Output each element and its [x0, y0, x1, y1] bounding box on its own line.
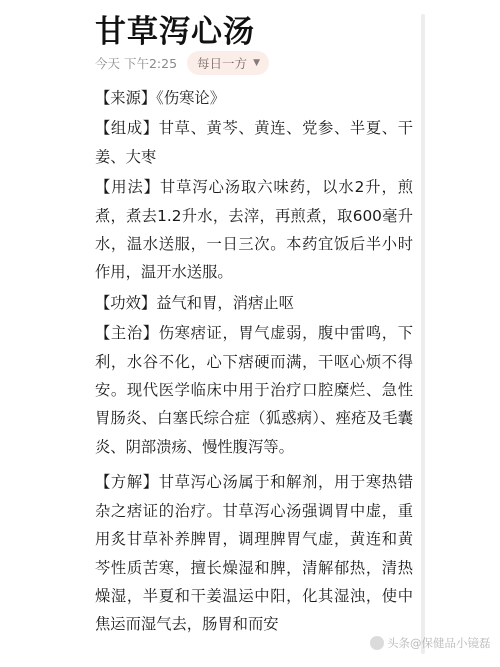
- watermark-logo-icon: [370, 636, 384, 650]
- note-body[interactable]: [95, 84, 413, 641]
- note-title[interactable]: 甘草泻心汤: [95, 14, 255, 50]
- note-meta: [95, 50, 269, 76]
- paragraph-source: 【来源】《伤寒论》: [95, 89, 226, 107]
- watermark: [370, 628, 491, 658]
- paragraph-explanation: 【方解】甘草泻心汤属于和解剂，用于寒热错杂之痞证的治疗。甘草泻心汤强调胃中虚，重用炙甘草补养脾胃，调理脾胃气虚，黄连和黄芩性质苦寒，擅长燥湿和脾，清解郁热，清热燥湿，半夏和干姜温运中阳，化其湿浊，使中焦运而湿气去，肠胃和而安: [95, 473, 413, 634]
- paragraph-effect: 【功效】益气和胃，消痞止呕: [95, 293, 294, 312]
- scrollbar[interactable]: [421, 14, 425, 654]
- note-timestamp: 今天 下午2:25: [95, 56, 178, 71]
- caret-down-icon: ▼: [253, 58, 260, 68]
- folder-label: 每日一方: [197, 56, 248, 71]
- folder-selector[interactable]: [187, 51, 269, 75]
- paragraph-indication: 【主治】伤寒痞证，胃气虚弱，腹中雷鸣，下利，水谷不化，心下痞硬而满，干呕心烦不得安。现代医学临床中用于治疗口腔糜烂、急性胃肠炎、白塞氏综合症（狐惑病）、痤疮及毛囊炎、阴部溃疡、慢性腹泻等。: [95, 324, 413, 456]
- watermark-text: 头条@保健品小镜磊: [387, 636, 491, 650]
- paragraph-composition: 【组成】甘草、黄芩、黄连、党参、半夏、干姜、大枣: [95, 119, 413, 166]
- paragraph-usage: 【用法】甘草泻心汤取六味药，以水2升，煎煮，煮去1.2升水，去滓，再煎煮，取600毫升水，温水送服，一日三次。本药宜饭后半小时作用，温开水送服。: [95, 178, 413, 282]
